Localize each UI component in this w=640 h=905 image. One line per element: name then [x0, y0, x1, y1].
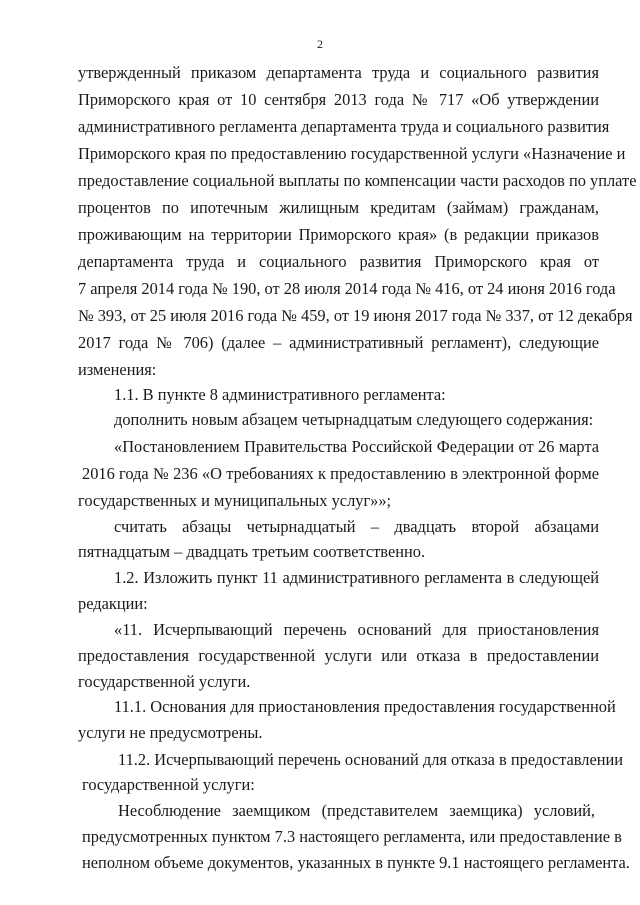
text-line: 7 апреля 2014 года № 190, от 28 июля 2014 года № 416, от 24 июня 2016 года [78, 279, 616, 298]
text-line: департамента труда и социального развития Приморского края от [78, 252, 599, 271]
text-line: 1.2. Изложить пункт 11 административного регламента в следующей [114, 568, 599, 587]
text-line: предоставления государственной услуги или отказа в предоставлении [78, 646, 599, 665]
text-line: процентов по ипотечным жилищным кредитам (займам) гражданам, [78, 198, 599, 217]
text-line: административного регламента департамента труда и социального развития [78, 117, 610, 136]
text-line: неполном объеме документов, указанных в пункте 9.1 настоящего регламента. [82, 853, 630, 872]
text-line: предоставление социальной выплаты по компенсации части расходов по уплате [78, 171, 637, 190]
text-line: утвержденный приказом департамента труда и социального развития [78, 63, 599, 82]
text-line: Приморского края от 10 сентября 2013 года № 717 «Об утверждении [78, 90, 599, 109]
text-line: Несоблюдение заемщиком (представителем заемщика) условий, [118, 801, 595, 820]
text-line: предусмотренных пунктом 7.3 настоящего регламента, или предоставление в [82, 827, 622, 846]
page-number: 2 [317, 37, 323, 51]
text-line: Приморского края по предоставлению государственной услуги «Назначение и [78, 144, 626, 163]
text-line: считать абзацы четырнадцатый – двадцать второй абзацами [114, 517, 599, 536]
text-line: 11.1. Основания для приостановления предоставления государственной [114, 697, 616, 716]
text-line: услуги не предусмотрены. [78, 723, 263, 742]
text-line: 1.1. В пункте 8 административного регламента: [114, 385, 446, 404]
text-line: «Постановлением Правительства Российской Федерации от 26 марта [114, 437, 599, 456]
text-line: 2016 года № 236 «О требованиях к предоставлению в электронной форме [82, 464, 599, 483]
text-line: редакции: [78, 594, 148, 613]
text-line: «11. Исчерпывающий перечень оснований для приостановления [114, 620, 599, 639]
text-line: проживающим на территории Приморского края» (в редакции приказов [78, 225, 599, 244]
text-line: государственной услуги. [78, 672, 251, 691]
text-line: дополнить новым абзацем четырнадцатым следующего содержания: [114, 410, 594, 429]
text-line: 11.2. Исчерпывающий перечень оснований для отказа в предоставлении [118, 750, 624, 769]
text-line: пятнадцатым – двадцать третьим соответственно. [78, 542, 426, 561]
text-line: изменения: [78, 360, 157, 379]
text-line: № 393, от 25 июля 2016 года № 459, от 19 июня 2017 года № 337, от 12 декабря [78, 306, 633, 325]
text-line: государственных и муниципальных услуг»»; [78, 491, 392, 510]
text-line: 2017 года № 706) (далее – административный регламент), следующие [78, 333, 599, 352]
text-line: государственной услуги: [82, 775, 255, 794]
